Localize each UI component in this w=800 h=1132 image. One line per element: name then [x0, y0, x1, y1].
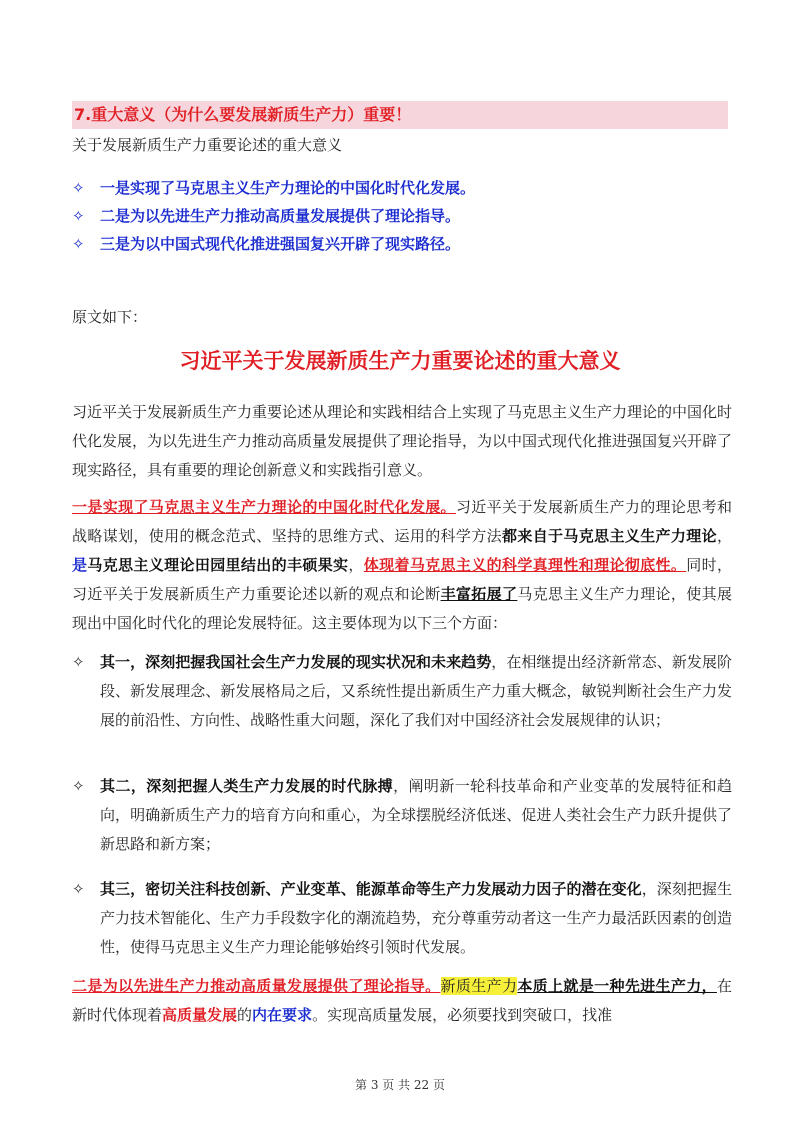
intro-label: 原文如下：	[72, 308, 148, 326]
paragraph-point-two: 二是为以先进生产力推动高质量发展提供了理论指导。新质生产力本质上就是一种先进生产力，在新时代体现着高质量发展的内在要求。实现高质量发展，必须要找到突破口，找准	[72, 977, 732, 1024]
diamond-bullet-icon: ✧	[72, 179, 85, 197]
highlighted-term: 新质生产力	[440, 977, 518, 995]
diamond-bullet-icon: ✧	[72, 235, 85, 253]
summary-item: ✧ 三是为以中国式现代化推进强国复兴开辟了现实路径。	[72, 235, 461, 253]
section-heading: 7.重大意义（为什么要发展新质生产力）重要！	[74, 105, 412, 124]
diamond-bullet-icon: ✧	[72, 207, 85, 225]
bullet-item: ✧ 其三，密切关注科技创新、产业变革、能源革命等生产力发展动力因子的潜在变化，深刻把握生产力技术智能化、生产力手段数字化的潮流趋势，充分尊重劳动者这一生产力最活跃因素的创造性，使得马克思主义生产力理论能够始终引领时代发展。	[72, 875, 732, 962]
section-subtitle: 关于发展新质生产力重要论述的重大意义	[72, 136, 343, 154]
diamond-bullet-icon: ✧	[72, 653, 85, 671]
page-footer: 第 3 页 共 22 页	[355, 1078, 445, 1092]
diamond-bullet-icon: ✧	[72, 880, 85, 898]
bullet-item: ✧ 其二，深刻把握人类生产力发展的时代脉搏，阐明新一轮科技革命和产业变革的发展特征和趋向，明确新质生产力的培育方向和重心，为全球摆脱经济低迷、促进人类社会生产力跃升提供了新思路和新方案；	[72, 772, 732, 859]
diamond-bullet-icon: ✧	[72, 777, 85, 795]
summary-item: ✧ 一是实现了马克思主义生产力理论的中国化时代化发展。	[72, 179, 476, 197]
paragraph-point-one: 一是实现了马克思主义生产力理论的中国化时代化发展。习近平关于发展新质生产力的理论思考和战略谋划，使用的概念范式、坚持的思维方式、运用的科学方法都来自于马克思主义生产力理论，是马克思主义理论田园里结出的丰硕果实，体现着马克思主义的科学真理性和理论彻底性。同时，习近平关于发展新质生产力重要论述以新的观点和论断丰富拓展了马克思主义生产力理论，使其展现出中国化时代化的理论发展特征。这主要体现为以下三个方面：	[72, 498, 732, 632]
paragraph-intro: 习近平关于发展新质生产力重要论述从理论和实践相结合上实现了马克思主义生产力理论的中国化时代化发展，为以先进生产力推动高质量发展提供了理论指导，为以中国式现代化推进强国复兴开辟了现实路径，具有重要的理论创新意义和实践指引意义。	[72, 403, 733, 479]
bullet-item: ✧ 其一，深刻把握我国社会生产力发展的现实状况和未来趋势，在相继提出经济新常态、新发展阶段、新发展理念、新发展格局之后，又系统性提出新质生产力重大概念，敏锐判断社会生产力发展的前沿性、方向性、战略性重大问题，深化了我们对中国经济社会发展规律的认识；	[72, 648, 732, 735]
document-title: 习近平关于发展新质生产力重要论述的重大意义	[179, 349, 621, 373]
summary-item: ✧ 二是为以先进生产力推动高质量发展提供了理论指导。	[72, 207, 461, 225]
